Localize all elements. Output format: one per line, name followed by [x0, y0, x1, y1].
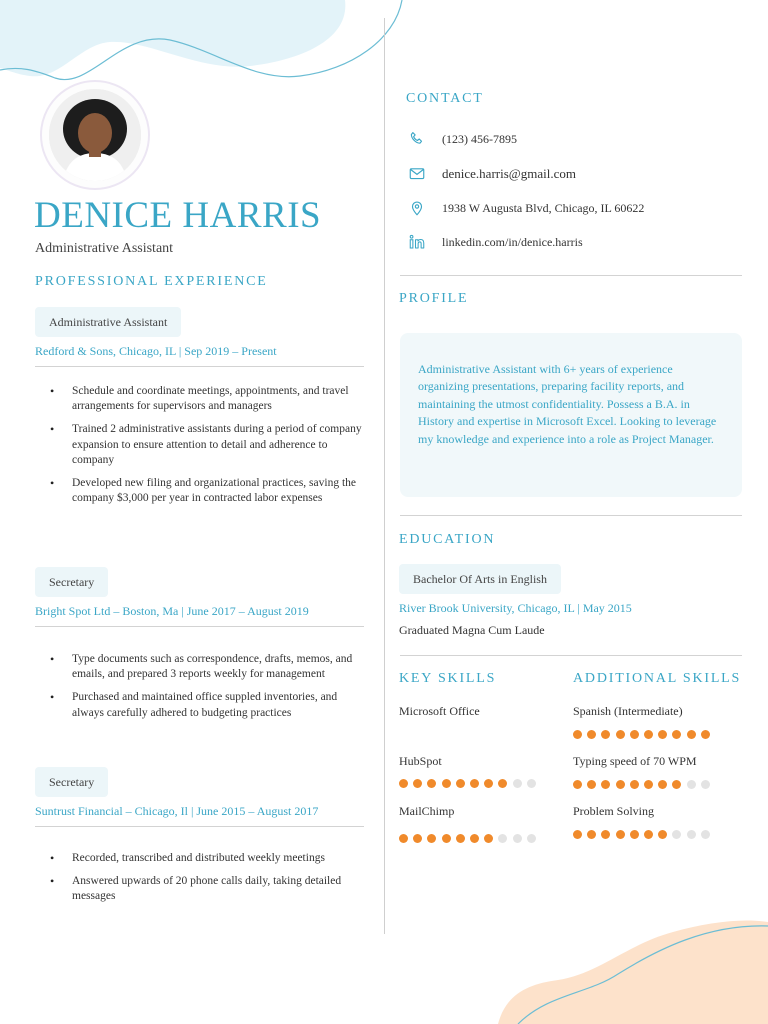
skill-dot-filled — [456, 779, 465, 788]
job-company: Bright Spot Ltd – Boston, Ma | June 2017 – August 2019 — [35, 604, 309, 618]
job-bullet: • Schedule and coordinate meetings, appointments, and travel arrangements for supervisors and managers — [72, 384, 362, 414]
contact-address-text: 1938 W Augusta Blvd, Chicago, IL 60622 — [442, 200, 645, 215]
experience-heading: PROFESSIONAL EXPERIENCE — [35, 274, 268, 289]
skill-dot-filled — [644, 730, 653, 739]
skill-dot-filled — [573, 780, 582, 789]
job-bullet-list — [35, 652, 362, 729]
key-skill-name: HubSpot — [399, 754, 442, 768]
education-honors: Graduated Magna Cum Laude — [399, 623, 545, 637]
skill-dot-empty — [527, 779, 536, 788]
skill-dot-filled — [687, 730, 696, 739]
skill-dot-filled — [658, 730, 667, 739]
job-bullet: • Type documents such as correspondence, drafts, memos, and emails, and prepared 3 reports weekly for management — [72, 652, 362, 682]
job-divider — [35, 826, 364, 827]
job-bullet: • Recorded, transcribed and distributed weekly meetings — [72, 851, 362, 866]
additional-skill-name: Spanish (Intermediate) — [573, 704, 683, 718]
skill-dot-filled — [587, 780, 596, 789]
profile-photo-frame — [40, 80, 150, 190]
mail-icon — [408, 165, 426, 183]
job-role-pill: Secretary — [35, 767, 108, 797]
contact-divider — [400, 275, 742, 276]
contact-phone-text[interactable]: (123) 456-7895 — [442, 131, 517, 146]
skill-dot-filled — [630, 730, 639, 739]
skill-dot-filled — [442, 779, 451, 788]
skill-dot-filled — [470, 779, 479, 788]
skill-dot-empty — [672, 830, 681, 839]
additional-skill-name: Typing speed of 70 WPM — [573, 754, 697, 768]
job-role-pill: Secretary — [35, 567, 108, 597]
bottom-decoration-blob — [488, 914, 768, 1024]
skill-dot-filled — [484, 779, 493, 788]
job-bullet: • Purchased and maintained office suppled inventories, and always carefully adhered to budgeting practices — [72, 690, 362, 720]
additional-skill-name: Problem Solving — [573, 804, 655, 818]
skill-dot-empty — [687, 780, 696, 789]
skill-dot-filled — [658, 780, 667, 789]
education-heading: EDUCATION — [399, 532, 496, 547]
candidate-name: DENICE HARRIS — [34, 195, 322, 236]
skill-dot-filled — [413, 834, 422, 843]
linkedin-icon — [408, 233, 426, 251]
skill-dot-filled — [616, 730, 625, 739]
skill-dot-empty — [513, 834, 522, 843]
additional-skill-rating — [573, 830, 715, 839]
skill-dot-filled — [644, 780, 653, 789]
profile-divider — [400, 515, 742, 516]
key-skills-heading: KEY SKILLS — [399, 671, 497, 686]
skill-dot-filled — [601, 780, 610, 789]
top-decoration-wave — [0, 0, 410, 90]
skill-dot-filled — [587, 830, 596, 839]
candidate-title: Administrative Assistant — [35, 241, 174, 256]
skill-dot-empty — [513, 779, 522, 788]
degree-pill: Bachelor Of Arts in English — [399, 564, 561, 594]
additional-skill-rating — [573, 730, 715, 739]
skill-dot-filled — [616, 780, 625, 789]
skill-dot-filled — [399, 834, 408, 843]
skill-dot-filled — [601, 730, 610, 739]
key-skill-name: MailChimp — [399, 804, 455, 818]
skill-dot-filled — [616, 830, 625, 839]
location-pin-icon — [408, 199, 426, 217]
contact-phone — [408, 130, 517, 148]
job-bullet: • Answered upwards of 20 phone calls daily, taking detailed messages — [72, 874, 362, 904]
skill-dot-filled — [672, 780, 681, 789]
skill-dot-filled — [672, 730, 681, 739]
skill-dot-empty — [527, 834, 536, 843]
key-skill-rating — [399, 779, 541, 788]
profile-box — [400, 333, 742, 497]
skill-dot-filled — [498, 779, 507, 788]
skill-dot-filled — [442, 834, 451, 843]
column-divider — [384, 18, 385, 934]
skill-dot-filled — [484, 834, 493, 843]
skill-dot-filled — [470, 834, 479, 843]
skill-dot-filled — [399, 779, 408, 788]
skill-dot-filled — [413, 779, 422, 788]
profile-photo — [49, 89, 141, 181]
job-divider — [35, 626, 364, 627]
phone-icon — [408, 130, 426, 148]
education-school: River Brook University, Chicago, IL | May 2015 — [399, 601, 632, 615]
job-company: Suntrust Financial – Chicago, Il | June 2015 – August 2017 — [35, 804, 319, 818]
contact-linkedin — [408, 233, 583, 251]
skill-dot-filled — [644, 830, 653, 839]
skill-dot-filled — [630, 830, 639, 839]
skill-dot-filled — [573, 830, 582, 839]
education-divider — [400, 655, 742, 656]
additional-skill-rating — [573, 780, 715, 789]
job-bullet-list — [35, 851, 362, 913]
additional-skills-heading: ADDITIONAL SKILLS — [573, 671, 742, 686]
key-skill-name: Microsoft Office — [399, 704, 480, 718]
profile-heading: PROFILE — [399, 291, 469, 306]
skill-dot-filled — [658, 830, 667, 839]
contact-email — [408, 165, 576, 183]
skill-dot-filled — [573, 730, 582, 739]
skill-dot-filled — [701, 730, 710, 739]
skill-dot-filled — [587, 730, 596, 739]
job-bullet: • Trained 2 administrative assistants during a period of company expansion to ensure attention to detail and adherence to company — [72, 422, 362, 468]
skill-dot-empty — [498, 834, 507, 843]
contact-linkedin-text[interactable]: linkedin.com/in/denice.harris — [442, 234, 583, 249]
job-company: Redford & Sons, Chicago, IL | Sep 2019 – Present — [35, 344, 277, 358]
skill-dot-empty — [701, 830, 710, 839]
job-bullet: • Developed new filing and organizational practices, saving the company $3,000 per year in contracted labor expenses — [72, 476, 362, 506]
job-role-pill: Administrative Assistant — [35, 307, 181, 337]
contact-address — [408, 199, 644, 217]
contact-email-text[interactable]: denice.harris@gmail.com — [442, 166, 576, 181]
skill-dot-filled — [427, 834, 436, 843]
skill-dot-filled — [630, 780, 639, 789]
skill-dot-empty — [701, 780, 710, 789]
contact-heading: CONTACT — [406, 91, 484, 106]
profile-summary: Administrative Assistant with 6+ years of experience organizing presentations, preparing facility reports, and maintaining the utmost confidentiality. Possess a B.A. in History and expertise in Microsoft Excel. Looking to leverage my knowledge and experience into a role as Project Manager. — [418, 362, 717, 446]
key-skill-rating — [399, 834, 541, 843]
skill-dot-empty — [687, 830, 696, 839]
skill-dot-filled — [427, 779, 436, 788]
skill-dot-filled — [456, 834, 465, 843]
job-divider — [35, 366, 364, 367]
skill-dot-filled — [601, 830, 610, 839]
job-bullet-list — [35, 384, 362, 514]
